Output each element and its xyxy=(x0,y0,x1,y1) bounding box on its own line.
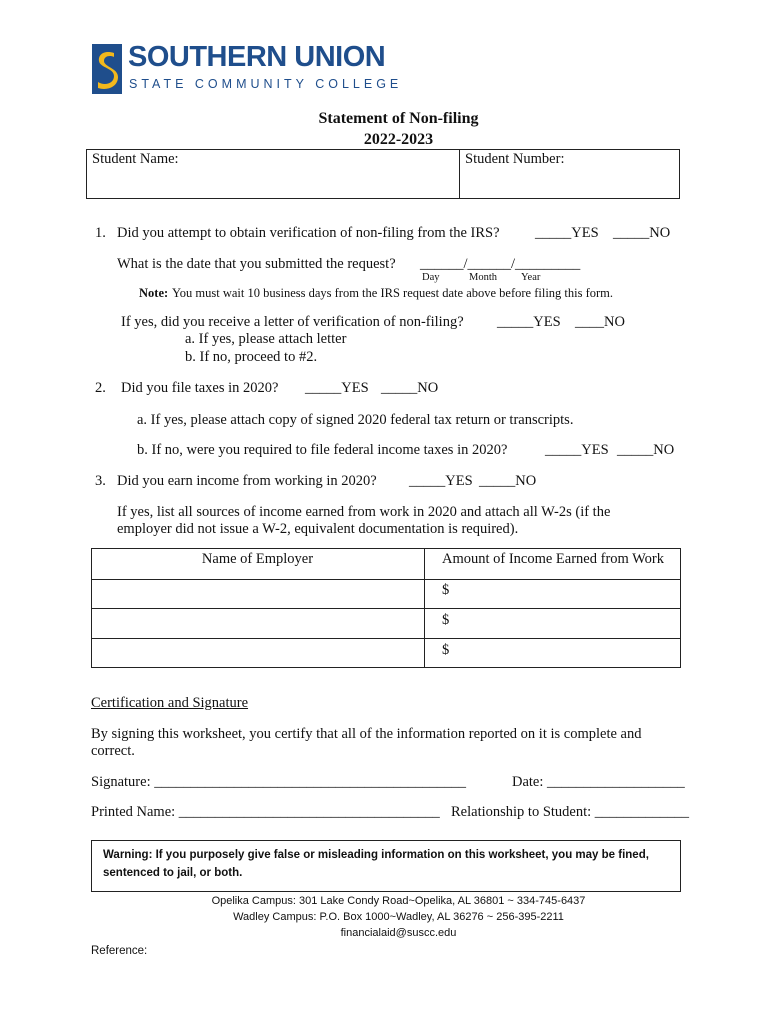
q3-text: Did you earn income from working in 2020? xyxy=(117,473,377,489)
certification-text-line1: By signing this worksheet, you certify that all of the information reported on it is complete and xyxy=(91,726,642,742)
q1-date-field[interactable]: ______/______/_________ xyxy=(420,256,581,272)
employer-field[interactable] xyxy=(93,610,422,637)
q2-number: 2. xyxy=(95,380,106,396)
amount-field[interactable]: $ xyxy=(442,612,450,628)
q1-letter-no[interactable]: ____NO xyxy=(575,314,625,330)
footer-opelika-campus: Opelika Campus: 301 Lake Condy Road~Opelika, AL 36801 ~ 334-745-6437 xyxy=(211,895,586,907)
footer-email-link[interactable]: financialaid@suscc.edu xyxy=(340,927,457,939)
employer-field[interactable] xyxy=(93,581,422,607)
income-table-rule xyxy=(91,608,681,609)
printed-name-field[interactable]: Printed Name: ____________________________________ xyxy=(91,804,440,820)
q2-text: Did you file taxes in 2020? xyxy=(121,380,279,396)
logo-name-line1: SOUTHERN UNION xyxy=(128,41,386,73)
form-year: 2022-2023 xyxy=(363,131,434,148)
q2-sub-a: a. If yes, please attach copy of signed 2020 federal tax return or transcripts. xyxy=(137,412,574,428)
q1-note-text: You must wait 10 business days from the IRS request date above before filing this form. xyxy=(172,286,614,300)
signature-date-field[interactable]: Date: ___________________ xyxy=(512,774,685,790)
q2-sub-b: b. If no, were you required to file federal income taxes in 2020? xyxy=(137,442,508,458)
q1-date-day-label: Day xyxy=(422,272,440,283)
logo-name-line2: STATE COMMUNITY COLLEGE xyxy=(129,77,403,91)
q3-number: 3. xyxy=(95,473,106,489)
q1-letter-question: If yes, did you receive a letter of verification of non-filing? xyxy=(121,314,464,330)
q2-yes[interactable]: _____YES xyxy=(305,380,369,396)
warning-text-line2: sentenced to jail, or both. xyxy=(103,867,243,879)
income-table-header-amount: Amount of Income Earned from Work xyxy=(441,551,665,567)
form-title: Statement of Non-filing xyxy=(318,110,479,127)
q1-sub-b: b. If no, proceed to #2. xyxy=(185,349,318,365)
q3-instructions-line2: employer did not issue a W-2, equivalent documentation is required). xyxy=(117,521,519,537)
certification-text-line2: correct. xyxy=(91,743,135,759)
q1-number: 1. xyxy=(95,225,106,241)
student-name-field[interactable] xyxy=(88,168,456,196)
student-box-divider xyxy=(459,149,460,199)
q1-note-label: Note: xyxy=(139,286,169,300)
income-table-header-employer: Name of Employer xyxy=(201,551,314,567)
employer-field[interactable] xyxy=(93,640,422,667)
q1-date-year-label: Year xyxy=(521,272,541,283)
q3-yes[interactable]: _____YES xyxy=(409,473,473,489)
q1-letter-yes[interactable]: _____YES xyxy=(497,314,561,330)
income-table-rule xyxy=(91,638,681,639)
q1-date-month-label: Month xyxy=(469,272,498,283)
q2-sub-b-no[interactable]: _____NO xyxy=(617,442,675,458)
q3-no[interactable]: _____NO xyxy=(479,473,537,489)
q2-no[interactable]: _____NO xyxy=(381,380,439,396)
q1-sub-a: a. If yes, please attach letter xyxy=(185,331,347,347)
income-table-rule xyxy=(91,579,681,580)
student-number-label: Student Number: xyxy=(465,151,565,167)
logo-emblem-icon xyxy=(92,44,122,94)
q2-sub-b-yes[interactable]: _____YES xyxy=(545,442,609,458)
q1-date-prompt: What is the date that you submitted the request? xyxy=(117,256,396,272)
student-name-label: Student Name: xyxy=(92,151,179,167)
warning-box xyxy=(91,840,681,892)
footer-wadley-campus: Wadley Campus: P.O. Box 1000~Wadley, AL 36276 ~ 256-395-2211 xyxy=(233,911,564,923)
warning-text-line1: Warning: If you purposely give false or misleading information on this worksheet, you may be fined, xyxy=(103,849,649,861)
relationship-field[interactable]: Relationship to Student: _____________ xyxy=(451,804,690,820)
amount-field[interactable]: $ xyxy=(442,642,450,658)
q1-text: Did you attempt to obtain verification of non-filing from the IRS? xyxy=(117,225,500,241)
student-number-field[interactable] xyxy=(462,168,677,196)
reference-label: Reference: xyxy=(91,945,148,957)
signature-field[interactable]: Signature: ___________________________________________ xyxy=(91,774,466,790)
q1-no[interactable]: _____NO xyxy=(613,225,671,241)
q1-yes[interactable]: _____YES xyxy=(535,225,599,241)
certification-heading: Certification and Signature xyxy=(91,695,249,711)
amount-field[interactable]: $ xyxy=(442,582,450,598)
q3-instructions-line1: If yes, list all sources of income earned from work in 2020 and attach all W-2s (if the xyxy=(117,504,611,520)
